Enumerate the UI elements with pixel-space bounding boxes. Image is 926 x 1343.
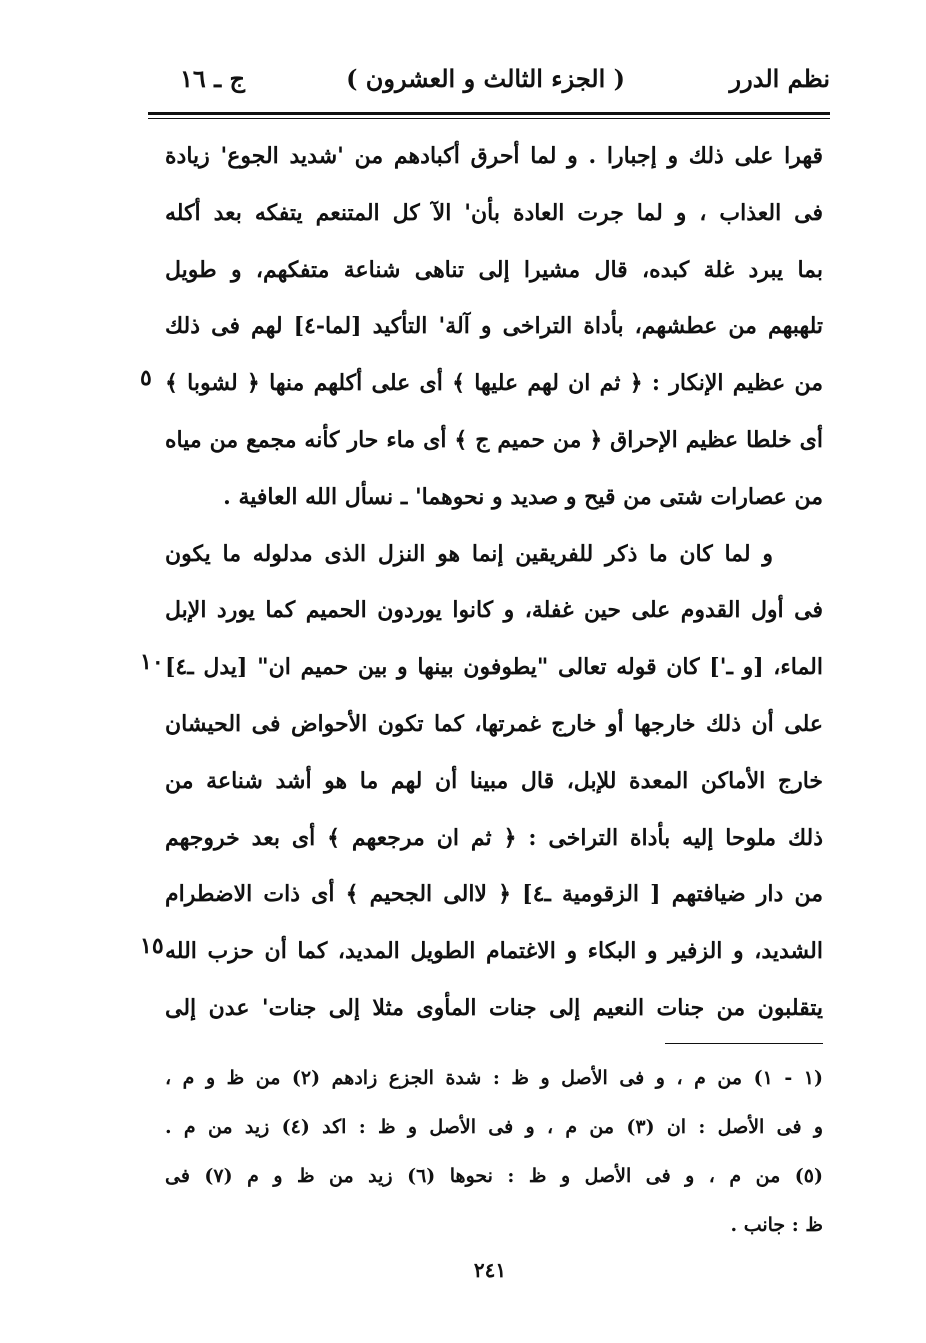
footnote-line: و فى الأصل : ان (٣) من م ، و فى الأصل و ظ : اكد (٤) زيد من م . xyxy=(165,1116,823,1138)
volume-reference: ج ـ ١٦ xyxy=(180,64,246,93)
footnote-line: ظ : جانب . xyxy=(730,1214,823,1236)
text-line: فى العذاب ، و لما جرت العادة بأن' الآ كل المتنعم يتفكه بعد أكله xyxy=(165,199,823,226)
text-line: من دار ضيافتهم [ الزقومية ـ٤] ﴿ لاالى الجحيم ﴾ أى ذات الاضطرام xyxy=(165,881,823,908)
text-line: الشديد، و الزفير و البكاء و الاغتمام الطويل المديد، كما أن حزب الله xyxy=(165,938,823,965)
text-line: من عظيم الإنكار : ﴿ ثم ان لهم عليها ﴾ أى على أكلهم منها ﴿ لشوبا ﴾ xyxy=(165,370,823,397)
part-title: ( الجزء الثالث و العشرون ) xyxy=(346,64,625,93)
text-line: فى أول القدوم على حين غفلة، و كانوا يوردون الحميم كما يورد الإبل xyxy=(165,597,823,624)
text-line: الماء، [و ـ'] كان قوله تعالى "يطوفون بينها و بين حميم ان" [يدل ـ٤] xyxy=(165,654,823,681)
header-rule xyxy=(148,112,830,115)
text-line: يتقلبون من جنات النعيم إلى جنات المأوى مثلا إلى جنات' عدن إلى xyxy=(165,994,823,1021)
text-line: ذلك ملوحا إليه بأداة التراخى : ﴿ ثم ان مرجعهم ﴾ أى بعد خروجهم xyxy=(165,824,823,851)
text-line: على أن ذلك خارجها أو خارج غمرتها، كما تكون الأحواض فى الحيشان xyxy=(165,710,823,737)
line-number: ١٠ xyxy=(140,649,164,675)
page-number: ٢٤١ xyxy=(473,1258,507,1282)
text-line: بما يبرد غلة كبده، قال مشيرا إلى تناهى شناعة متفكهم، و طويل xyxy=(165,256,823,283)
text-line: من عصارات شتى من قيح و صديد و نحوهما' ـ نسأل الله العافية . xyxy=(223,483,823,510)
text-line: أى خلطا عظيم الإحراق ﴿ من حميم ج ﴾ أى ماء حار كأنه مجمع من مياه xyxy=(165,426,823,453)
footnote-line: (١ - ١) من م ، و فى الأصل و ظ : شدة الجزع زادهم (٢) من ظ و م ، xyxy=(165,1067,823,1089)
footnote-separator xyxy=(665,1043,823,1044)
book-title: نظم الدرر xyxy=(729,64,830,93)
running-header xyxy=(160,58,830,102)
text-line: قهرا على ذلك و إجبارا . و لما أحرق أكبادهم من 'شديد الجوع' زيادة xyxy=(165,143,823,169)
line-number: ١٥ xyxy=(140,933,164,959)
main-text xyxy=(165,128,823,1037)
text-line: تلهبهم من عطشهم، بأداة التراخى و آلة' التأكيد [لما-٤] لهم فى ذلك xyxy=(165,313,823,340)
line-number: ٥ xyxy=(140,365,152,391)
footnote-line: (٥) من م ، و فى الأصل و ظ : نحوها (٦) زيد من ظ و م (٧) فى xyxy=(165,1165,823,1187)
footnotes xyxy=(165,1054,823,1250)
header-rule-thin xyxy=(148,118,830,119)
text-line: خارج الأماكن المعدة للإبل، قال مبينا أن لهم ما هو أشد شناعة من xyxy=(165,767,823,794)
text-line: و لما كان ما ذكر للفريقين إنما هو النزل الذى مدلوله ما يكون xyxy=(165,540,773,567)
